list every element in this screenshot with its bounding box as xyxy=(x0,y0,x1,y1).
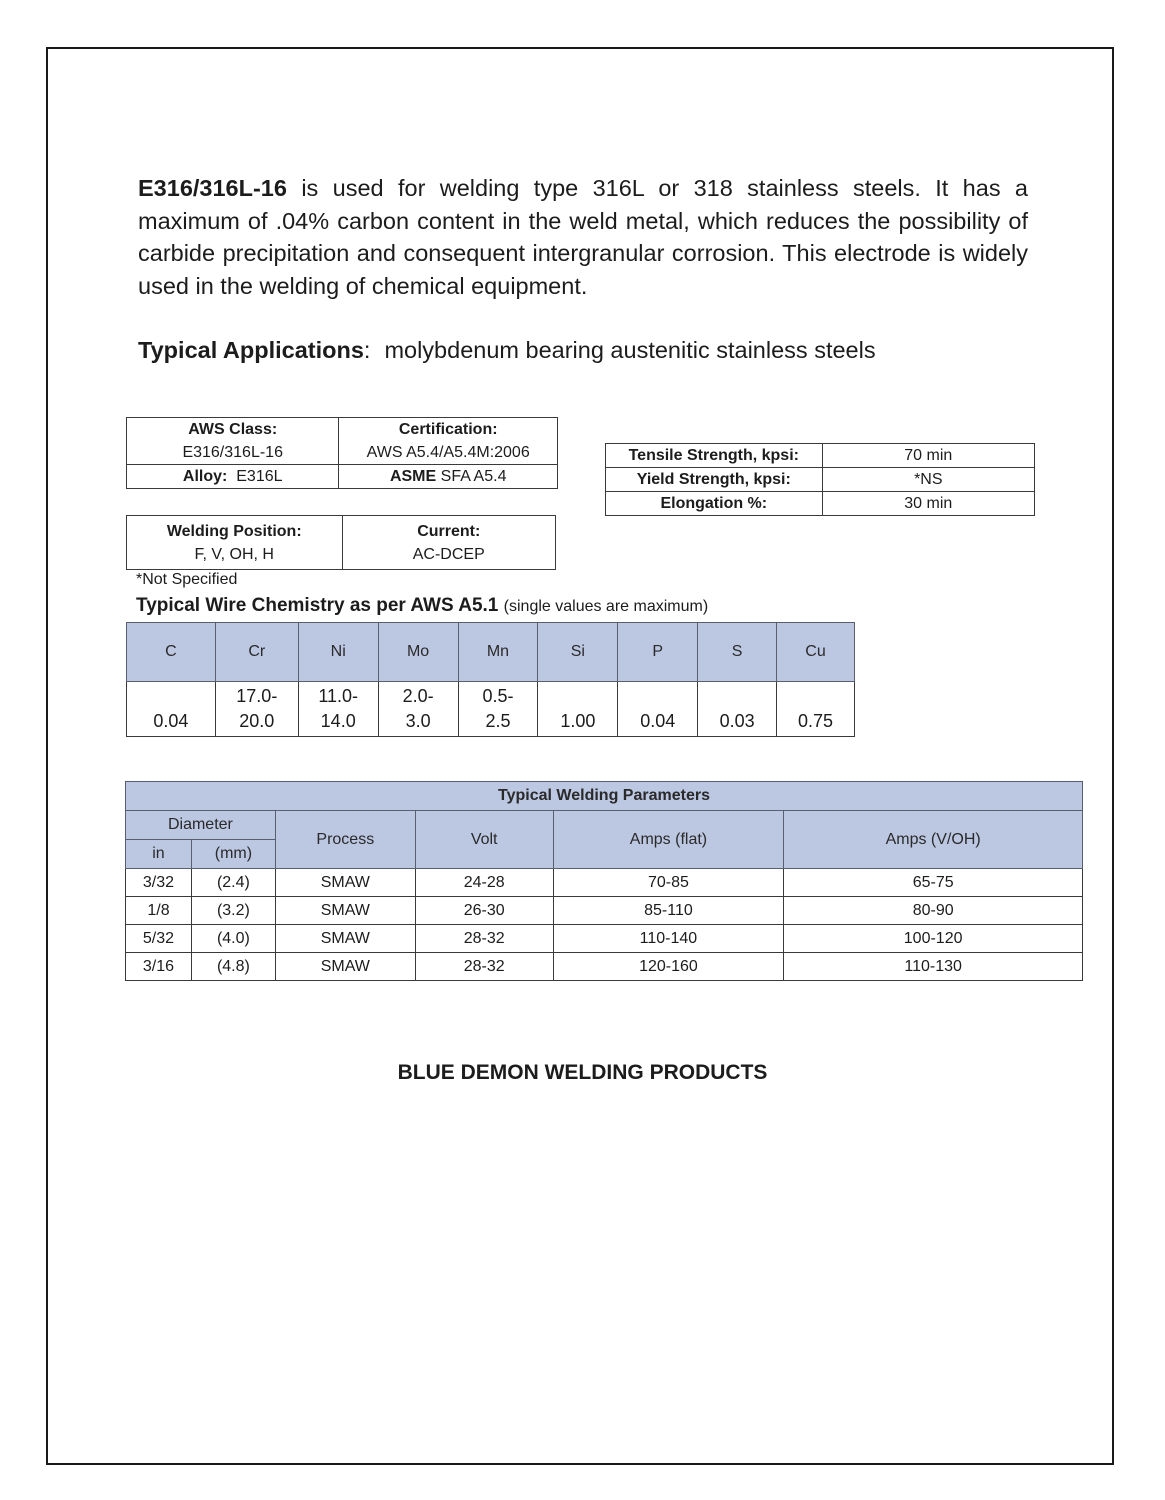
process-value: SMAW xyxy=(275,953,415,981)
yield-label: Yield Strength, kpsi: xyxy=(606,468,823,492)
chem-value-mo xyxy=(378,682,458,737)
amps-flat-value: 70-85 xyxy=(553,869,784,897)
applications-label: Typical Applications xyxy=(138,337,364,363)
chem-value-s-text: 0.03 xyxy=(719,711,755,731)
diameter-mm: (3.2) xyxy=(191,897,275,925)
chem-value-mn-max: 2.5 xyxy=(485,711,511,731)
mm-header: (mm) xyxy=(191,840,275,869)
volt-value: 24-28 xyxy=(415,869,553,897)
aws-class-value: E316/316L-16 xyxy=(127,441,339,465)
yield-value: *NS xyxy=(822,468,1034,492)
table-row xyxy=(606,492,1035,516)
chem-value-cr-min: 17.0- xyxy=(236,686,278,706)
volt-value: 28-32 xyxy=(415,925,553,953)
table-row xyxy=(126,925,1083,953)
elongation-label: Elongation %: xyxy=(606,492,823,516)
not-specified-note: *Not Specified xyxy=(136,571,238,588)
current-cell xyxy=(342,516,556,570)
chem-value-c-text: 0.04 xyxy=(153,711,189,731)
process-value: SMAW xyxy=(275,869,415,897)
alloy-value: E316L xyxy=(236,467,283,485)
diameter-mm: (4.0) xyxy=(191,925,275,953)
mechanical-properties-table xyxy=(605,443,1035,516)
chem-header-s: S xyxy=(698,623,777,682)
tensile-label: Tensile Strength, kpsi: xyxy=(606,444,823,468)
table-row xyxy=(606,468,1035,492)
welding-position-label: Welding Position: xyxy=(166,522,302,540)
diameter-mm: (2.4) xyxy=(191,869,275,897)
amps-voh-value: 110-130 xyxy=(784,953,1083,981)
amps-flat-value: 110-140 xyxy=(553,925,784,953)
alloy-label: Alloy: xyxy=(182,467,228,485)
welding-header-row xyxy=(126,811,1083,840)
amps-voh-header: Amps (V/OH) xyxy=(784,811,1083,869)
chem-header-cr: Cr xyxy=(215,623,298,682)
asme-cell xyxy=(339,465,558,489)
asme-label: ASME xyxy=(389,467,437,485)
chemistry-table xyxy=(126,622,855,737)
amps-voh-value: 80-90 xyxy=(784,897,1083,925)
diameter-mm: (4.8) xyxy=(191,953,275,981)
certification-cell xyxy=(339,418,558,442)
chem-header-mn: Mn xyxy=(458,623,538,682)
aws-class-table xyxy=(126,417,558,489)
chem-value-cu xyxy=(777,682,855,737)
certification-value: AWS A5.4/A5.4M:2006 xyxy=(339,441,558,465)
elongation-value: 30 min xyxy=(822,492,1034,516)
chem-header-p: P xyxy=(618,623,698,682)
alloy-cell xyxy=(127,465,339,489)
chem-value-ni xyxy=(298,682,378,737)
chem-value-mn-min: 0.5- xyxy=(482,686,514,706)
chem-header-ni: Ni xyxy=(298,623,378,682)
chem-value-cu-text: 0.75 xyxy=(798,711,834,731)
table-row xyxy=(126,869,1083,897)
chemistry-title-text: Typical Wire Chemistry as per AWS A5.1 xyxy=(136,595,499,616)
amps-voh-value: 65-75 xyxy=(784,869,1083,897)
aws-class-label: AWS Class: xyxy=(188,420,278,438)
in-header: in xyxy=(126,840,192,869)
typical-applications: Typical Applications: molybdenum bearing austenitic stainless steels xyxy=(138,337,876,363)
table-row xyxy=(126,897,1083,925)
process-value: SMAW xyxy=(275,925,415,953)
amps-flat-value: 85-110 xyxy=(553,897,784,925)
chem-value-mo-min: 2.0- xyxy=(402,686,434,706)
diameter-in: 3/32 xyxy=(126,869,192,897)
chem-header-si: Si xyxy=(538,623,618,682)
chemistry-header-row xyxy=(127,623,855,682)
aws-class-cell xyxy=(127,418,339,442)
chem-value-p xyxy=(618,682,698,737)
company-footer: BLUE DEMON WELDING PRODUCTS xyxy=(397,1061,768,1084)
process-header: Process xyxy=(275,811,415,869)
chem-value-p-text: 0.04 xyxy=(640,711,676,731)
volt-header: Volt xyxy=(415,811,553,869)
chem-value-si xyxy=(538,682,618,737)
certification-label: Certification: xyxy=(398,420,498,438)
chem-value-c xyxy=(127,682,216,737)
table-row xyxy=(126,953,1083,981)
welding-caption-row xyxy=(126,782,1083,811)
diameter-in: 3/16 xyxy=(126,953,192,981)
asme-value: SFA A5.4 xyxy=(440,467,507,485)
chem-value-si-text: 1.00 xyxy=(560,711,596,731)
volt-value: 26-30 xyxy=(415,897,553,925)
intro-paragraph xyxy=(138,172,1028,302)
chem-header-c: C xyxy=(127,623,216,682)
amps-flat-value: 120-160 xyxy=(553,953,784,981)
chemistry-title xyxy=(136,595,708,617)
welding-position-cell xyxy=(127,516,343,570)
diameter-in: 5/32 xyxy=(126,925,192,953)
chem-value-cr xyxy=(215,682,298,737)
chemistry-value-row xyxy=(127,682,855,737)
welding-caption: Typical Welding Parameters xyxy=(126,782,1083,811)
diameter-header: Diameter xyxy=(126,811,276,840)
product-name: E316/316L-16 xyxy=(138,175,287,201)
table-row xyxy=(606,444,1035,468)
chemistry-subtitle: (single values are maximum) xyxy=(503,598,709,615)
diameter-in: 1/8 xyxy=(126,897,192,925)
chem-value-ni-min: 11.0- xyxy=(318,686,359,706)
chem-value-s xyxy=(698,682,777,737)
chem-header-mo: Mo xyxy=(378,623,458,682)
chem-header-cu: Cu xyxy=(777,623,855,682)
chem-value-cr-max: 20.0 xyxy=(239,711,275,731)
amps-voh-value: 100-120 xyxy=(784,925,1083,953)
welding-position-table xyxy=(126,515,556,570)
chem-value-mo-max: 3.0 xyxy=(405,711,431,731)
chem-value-mn xyxy=(458,682,538,737)
current-value: AC-DCEP xyxy=(412,545,485,563)
tensile-value: 70 min xyxy=(822,444,1034,468)
amps-flat-header: Amps (flat) xyxy=(553,811,784,869)
volt-value: 28-32 xyxy=(415,953,553,981)
intro-text: is used for welding type 316L or 318 stainless steels. It has a maximum of .04% carbon content in the weld metal, which reduces the possibility of carbide precipitation and consequent intergranular corrosion. This electrode is widely used in the welding of chemical equipment. xyxy=(138,175,1028,299)
applications-value: molybdenum bearing austenitic stainless steels xyxy=(384,337,876,363)
welding-position-value: F, V, OH, H xyxy=(194,545,274,563)
chem-value-ni-max: 14.0 xyxy=(320,711,356,731)
current-label: Current: xyxy=(417,522,481,540)
process-value: SMAW xyxy=(275,897,415,925)
welding-parameters-table xyxy=(125,781,1083,981)
